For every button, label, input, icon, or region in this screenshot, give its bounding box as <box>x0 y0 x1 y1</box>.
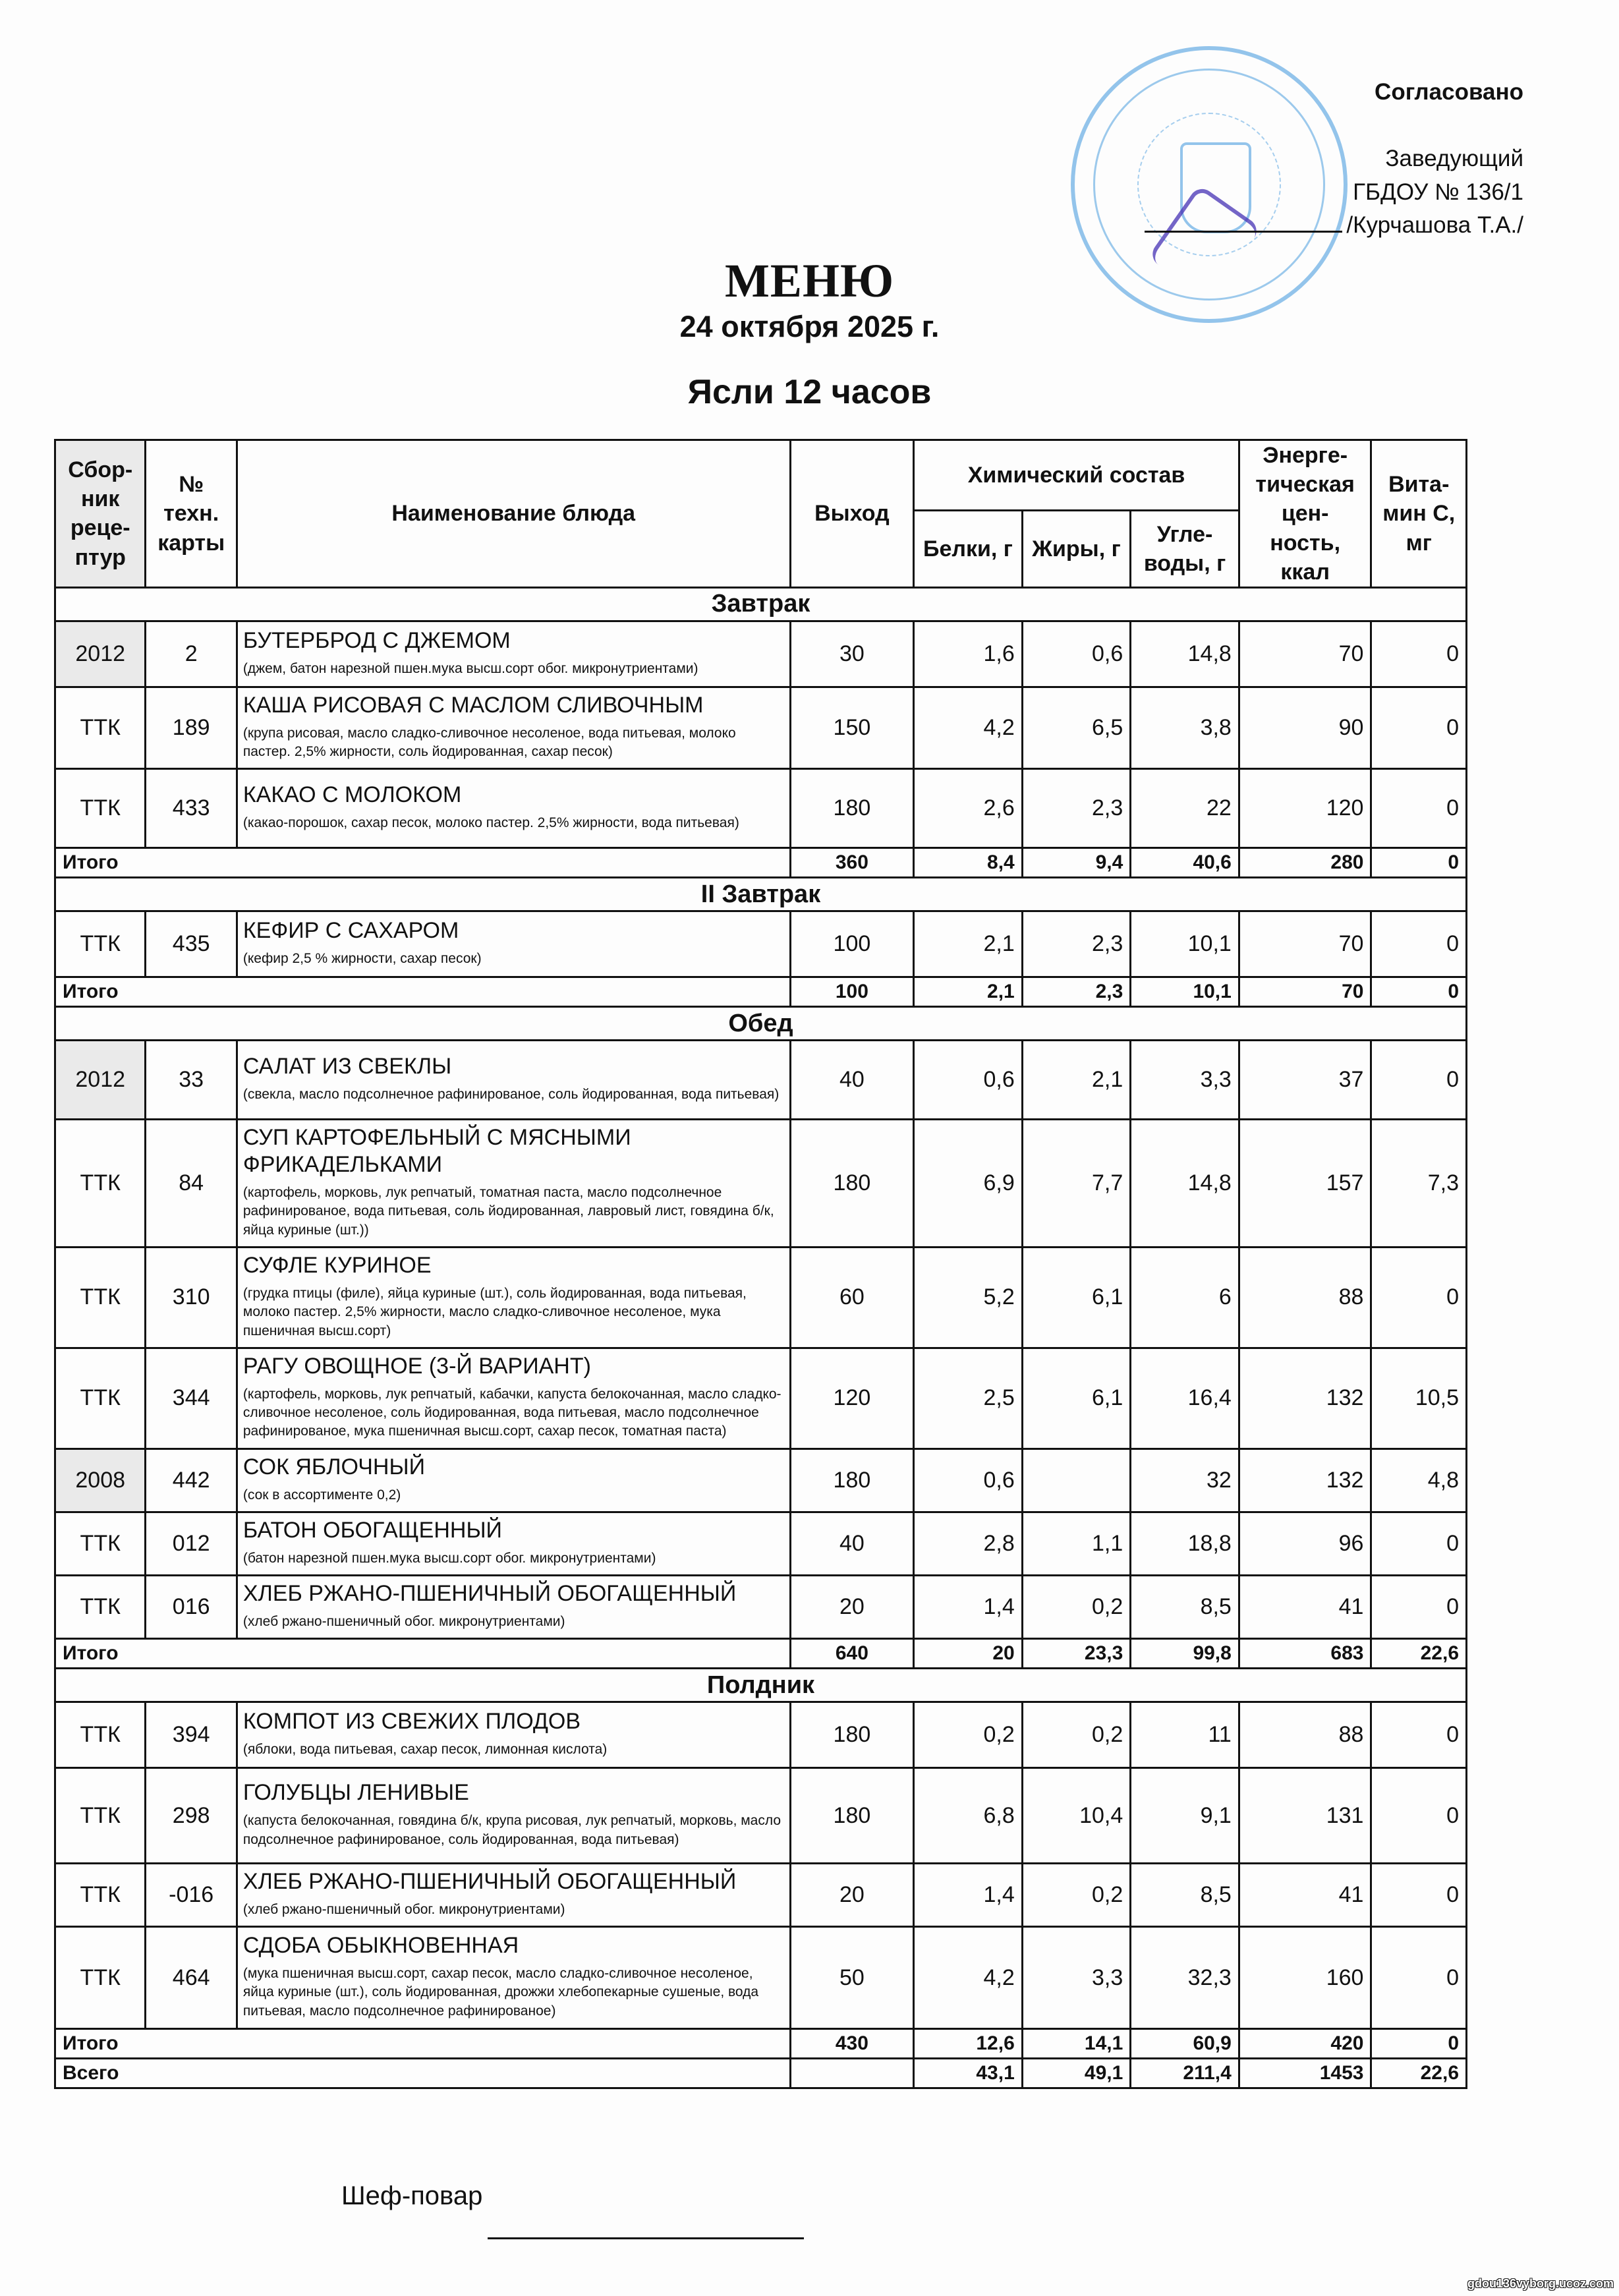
table-row <box>55 911 1467 977</box>
cell-vitc: 0 <box>1371 1702 1467 1768</box>
cell-protein: 4,2 <box>914 1927 1023 2029</box>
chef-label: Шеф-повар <box>341 2181 483 2210</box>
cell-fat: 2,1 <box>1022 1041 1131 1120</box>
signature-line <box>1145 231 1342 233</box>
cell-carbs: 99,8 <box>1131 1639 1239 1669</box>
cell-tech-card: 016 <box>146 1575 237 1638</box>
cell-vitc: 0 <box>1371 1248 1467 1348</box>
cell-energy: 41 <box>1239 1575 1371 1638</box>
cell-carbs: 8,5 <box>1131 1575 1239 1638</box>
cell-collection: ТТК <box>55 769 146 848</box>
cell-vitc: 0 <box>1371 848 1467 878</box>
cell-dish <box>237 621 790 687</box>
dish-name: КАКАО С МОЛОКОМ <box>242 782 462 808</box>
cell-protein: 8,4 <box>914 848 1023 878</box>
cell-dish <box>237 1248 790 1348</box>
cell-yield: 120 <box>790 1348 914 1449</box>
menu-date: 24 октября 2025 г. <box>679 310 940 343</box>
dish-ingredients: (крупа рисовая, масло сладко-сливочное несоленое, вода питьевая, молоко пастер. 2,5% жирности, соль йодированная, сахар песок) <box>242 725 736 760</box>
table-row <box>55 1348 1467 1449</box>
cell-fat: 0,6 <box>1022 621 1131 687</box>
cell-yield: 430 <box>790 2029 914 2059</box>
section-total-row <box>55 2029 1467 2059</box>
cell-fat: 10,4 <box>1022 1768 1131 1864</box>
section-title: Завтрак <box>55 587 1467 621</box>
cell-protein: 0,6 <box>914 1449 1023 1512</box>
cell-carbs: 22 <box>1131 769 1239 848</box>
dish-ingredients: (хлеб ржано-пшеничный обог. микронутриентами) <box>242 1901 565 1917</box>
cell-yield: 180 <box>790 1768 914 1864</box>
cell-protein: 2,1 <box>914 977 1023 1007</box>
cell-energy: 132 <box>1239 1348 1371 1449</box>
chef-signature-line <box>488 2237 804 2239</box>
cell-tech-card: 433 <box>146 769 237 848</box>
cell-yield: 20 <box>790 1864 914 1927</box>
cell-tech-card: 464 <box>146 1927 237 2029</box>
cell-fat: 1,1 <box>1022 1512 1131 1575</box>
cell-carbs: 11 <box>1131 1702 1239 1768</box>
grand-total-row <box>55 2059 1467 2088</box>
cell-protein: 5,2 <box>914 1248 1023 1348</box>
cell-yield: 150 <box>790 687 914 768</box>
dish-name: СДОБА ОБЫКНОВЕННАЯ <box>242 1933 519 1959</box>
table-row <box>55 1248 1467 1348</box>
col-vitamin-c: Вита-мин С, мг <box>1371 440 1467 588</box>
cell-dish <box>237 1449 790 1512</box>
cell-energy: 41 <box>1239 1864 1371 1927</box>
cell-dish <box>237 1041 790 1120</box>
cell-fat: 2,3 <box>1022 769 1131 848</box>
section-header <box>55 587 1467 621</box>
cell-protein: 12,6 <box>914 2029 1023 2059</box>
dish-name: КЕФИР С САХАРОМ <box>242 918 459 944</box>
approval-organization: ГБДОУ № 136/1 <box>1353 179 1523 205</box>
table-row <box>55 1768 1467 1864</box>
cell-tech-card: 012 <box>146 1512 237 1575</box>
section-header <box>55 878 1467 911</box>
cell-vitc: 7,3 <box>1371 1120 1467 1248</box>
cell-fat: 2,3 <box>1022 911 1131 977</box>
cell-protein: 0,6 <box>914 1041 1023 1120</box>
cell-protein: 2,1 <box>914 911 1023 977</box>
cell-energy: 96 <box>1239 1512 1371 1575</box>
cell-protein: 2,8 <box>914 1512 1023 1575</box>
cell-carbs: 6 <box>1131 1248 1239 1348</box>
cell-dish <box>237 1702 790 1768</box>
dish-ingredients: (сок в ассортименте 0,2) <box>242 1487 401 1503</box>
cell-yield: 60 <box>790 1248 914 1348</box>
col-dish-name: Наименование блюда <box>237 440 790 588</box>
cell-vitc: 4,8 <box>1371 1449 1467 1512</box>
cell-fat: 6,1 <box>1022 1248 1131 1348</box>
dish-ingredients: (какао-порошок, сахар песок, молоко пастер. 2,5% жирности, вода питьевая) <box>242 815 739 831</box>
cell-vitc: 0 <box>1371 687 1467 768</box>
cell-tech-card: 189 <box>146 687 237 768</box>
section-total-row <box>55 977 1467 1007</box>
cell-vitc: 0 <box>1371 621 1467 687</box>
cell-yield: 20 <box>790 1575 914 1638</box>
cell-tech-card: 310 <box>146 1248 237 1348</box>
cell-dish <box>237 911 790 977</box>
cell-carbs: 3,8 <box>1131 687 1239 768</box>
cell-collection: ТТК <box>55 911 146 977</box>
cell-yield: 180 <box>790 1120 914 1248</box>
table-row <box>55 1512 1467 1575</box>
menu-table <box>54 439 1467 2089</box>
cell-protein: 43,1 <box>914 2059 1023 2088</box>
cell-fat: 23,3 <box>1022 1639 1131 1669</box>
table-row <box>55 769 1467 848</box>
cell-collection: ТТК <box>55 1927 146 2029</box>
cell-tech-card: -016 <box>146 1864 237 1927</box>
cell-yield: 360 <box>790 848 914 878</box>
dish-ingredients: (картофель, морковь, лук репчатый, кабачки, капуста белокочанная, масло сладко-сливочное несоленое, соль йодированная, вода питьевая, масло подсолнечное рафинированое, мука пшеничная высш.сорт, сахар песок, томатная паста) <box>242 1386 781 1439</box>
table-row <box>55 1702 1467 1768</box>
cell-fat <box>1022 1449 1131 1512</box>
cell-protein: 1,4 <box>914 1864 1023 1927</box>
cell-carbs: 18,8 <box>1131 1512 1239 1575</box>
approval-heading: Согласовано <box>1375 79 1523 105</box>
cell-carbs: 32 <box>1131 1449 1239 1512</box>
cell-energy: 120 <box>1239 769 1371 848</box>
cell-tech-card: 298 <box>146 1768 237 1864</box>
cell-protein: 20 <box>914 1639 1023 1669</box>
cell-fat: 7,7 <box>1022 1120 1131 1248</box>
cell-fat: 14,1 <box>1022 2029 1131 2059</box>
cell-protein: 2,5 <box>914 1348 1023 1449</box>
cell-fat: 6,1 <box>1022 1348 1131 1449</box>
cell-collection: 2008 <box>55 1449 146 1512</box>
cell-collection: ТТК <box>55 1348 146 1449</box>
col-protein: Белки, г <box>914 510 1023 587</box>
cell-carbs: 3,3 <box>1131 1041 1239 1120</box>
cell-yield: 100 <box>790 911 914 977</box>
table-row <box>55 621 1467 687</box>
cell-collection: ТТК <box>55 1768 146 1864</box>
dish-ingredients: (картофель, морковь, лук репчатый, томатная паста, масло подсолнечное рафинированое, вода питьевая, соль йодированная, лавровый лист, говядина б/к, яйца куриные (шт.)) <box>242 1185 774 1238</box>
cell-vitc: 10,5 <box>1371 1348 1467 1449</box>
cell-carbs: 9,1 <box>1131 1768 1239 1864</box>
cell-fat: 2,3 <box>1022 977 1131 1007</box>
approval-block <box>1145 76 1523 243</box>
cell-dish <box>237 1120 790 1248</box>
cell-energy: 1453 <box>1239 2059 1371 2088</box>
cell-dish <box>237 1512 790 1575</box>
cell-energy: 157 <box>1239 1120 1371 1248</box>
cell-protein: 2,6 <box>914 769 1023 848</box>
cell-fat: 3,3 <box>1022 1927 1131 2029</box>
dish-name: РАГУ ОВОЩНОЕ (3-Й ВАРИАНТ) <box>242 1353 591 1379</box>
cell-yield: 180 <box>790 1702 914 1768</box>
table-row <box>55 1575 1467 1638</box>
col-fat: Жиры, г <box>1022 510 1131 587</box>
cell-energy: 70 <box>1239 911 1371 977</box>
cell-carbs: 16,4 <box>1131 1348 1239 1449</box>
total-label: Итого <box>55 2029 791 2059</box>
cell-energy: 88 <box>1239 1702 1371 1768</box>
dish-ingredients: (капуста белокочанная, говядина б/к, крупа рисовая, лук репчатый, морковь, масло подсолнечное рафинированое, соль йодированная, вода питьевая) <box>242 1813 781 1847</box>
dish-ingredients: (хлеб ржано-пшеничный обог. микронутриентами) <box>242 1613 565 1629</box>
cell-energy: 420 <box>1239 2029 1371 2059</box>
dish-ingredients: (кефир 2,5 % жирности, сахар песок) <box>242 951 482 967</box>
cell-protein: 1,6 <box>914 621 1023 687</box>
section-total-row <box>55 1639 1467 1669</box>
page-title: МЕНЮ <box>724 254 895 307</box>
cell-tech-card: 344 <box>146 1348 237 1449</box>
cell-protein: 6,9 <box>914 1120 1023 1248</box>
dish-ingredients: (яблоки, вода питьевая, сахар песок, лимонная кислота) <box>242 1741 608 1757</box>
site-watermark: gdou136vyborg.ucoz.com <box>1467 2277 1614 2290</box>
dish-name: СУП КАРТОФЕЛЬНЫЙ С МЯСНЫМИ ФРИКАДЕЛЬКАМИ <box>242 1125 631 1178</box>
section-total-row <box>55 848 1467 878</box>
section-title: Полдник <box>55 1669 1467 1702</box>
col-energy: Энерге-тическая цен-ность, ккал <box>1239 440 1371 588</box>
cell-collection: ТТК <box>55 1512 146 1575</box>
table-row <box>55 1927 1467 2029</box>
col-chem-group: Химический состав <box>914 440 1239 511</box>
section-title: Обед <box>55 1007 1467 1041</box>
cell-vitc: 0 <box>1371 1041 1467 1120</box>
cell-carbs: 14,8 <box>1131 1120 1239 1248</box>
cell-dish <box>237 1348 790 1449</box>
section-header <box>55 1007 1467 1041</box>
cell-tech-card: 33 <box>146 1041 237 1120</box>
total-label: Итого <box>55 848 791 878</box>
cell-dish <box>237 1864 790 1927</box>
total-label: Итого <box>55 977 791 1007</box>
cell-vitc: 0 <box>1371 1864 1467 1927</box>
cell-vitc: 0 <box>1371 1768 1467 1864</box>
cell-yield: 40 <box>790 1041 914 1120</box>
cell-yield <box>790 2059 914 2088</box>
cell-vitc: 22,6 <box>1371 1639 1467 1669</box>
cell-dish <box>237 1768 790 1864</box>
cell-protein: 1,4 <box>914 1575 1023 1638</box>
cell-tech-card: 435 <box>146 911 237 977</box>
cell-vitc: 0 <box>1371 1512 1467 1575</box>
col-yield: Выход <box>790 440 914 588</box>
cell-yield: 180 <box>790 769 914 848</box>
table-row <box>55 1449 1467 1512</box>
cell-yield: 50 <box>790 1927 914 2029</box>
table-row <box>55 1864 1467 1927</box>
cell-tech-card: 2 <box>146 621 237 687</box>
cell-dish <box>237 1927 790 2029</box>
menu-group: Ясли 12 часов <box>687 373 932 411</box>
cell-carbs: 8,5 <box>1131 1864 1239 1927</box>
cell-carbs: 32,3 <box>1131 1927 1239 2029</box>
cell-vitc: 0 <box>1371 977 1467 1007</box>
dish-name: КОМПОТ ИЗ СВЕЖИХ ПЛОДОВ <box>242 1709 581 1735</box>
cell-carbs: 10,1 <box>1131 977 1239 1007</box>
cell-vitc: 0 <box>1371 1927 1467 2029</box>
cell-carbs: 14,8 <box>1131 621 1239 687</box>
dish-name: ХЛЕБ РЖАНО-ПШЕНИЧНЫЙ ОБОГАЩЕННЫЙ <box>242 1869 737 1895</box>
dish-name: ГОЛУБЦЫ ЛЕНИВЫЕ <box>242 1780 469 1806</box>
cell-protein: 4,2 <box>914 687 1023 768</box>
dish-name: БАТОН ОБОГАЩЕННЫЙ <box>242 1517 502 1543</box>
grand-total-label: Всего <box>55 2059 791 2088</box>
cell-fat: 6,5 <box>1022 687 1131 768</box>
cell-fat: 0,2 <box>1022 1575 1131 1638</box>
cell-energy: 88 <box>1239 1248 1371 1348</box>
dish-name: СОК ЯБЛОЧНЫЙ <box>242 1454 426 1479</box>
approval-signatory: /Курчашова Т.А./ <box>1346 212 1523 239</box>
dish-ingredients: (джем, батон нарезной пшен.мука высш.сорт обог. микронутриентами) <box>242 660 698 676</box>
cell-collection: ТТК <box>55 1575 146 1638</box>
cell-carbs: 40,6 <box>1131 848 1239 878</box>
cell-energy: 70 <box>1239 621 1371 687</box>
cell-collection: ТТК <box>55 687 146 768</box>
cell-yield: 40 <box>790 1512 914 1575</box>
cell-yield: 640 <box>790 1639 914 1669</box>
cell-energy: 132 <box>1239 1449 1371 1512</box>
dish-name: САЛАТ ИЗ СВЕКЛЫ <box>242 1054 452 1079</box>
table-row <box>55 687 1467 768</box>
cell-energy: 90 <box>1239 687 1371 768</box>
cell-tech-card: 84 <box>146 1120 237 1248</box>
cell-fat: 9,4 <box>1022 848 1131 878</box>
cell-energy: 37 <box>1239 1041 1371 1120</box>
cell-carbs: 10,1 <box>1131 911 1239 977</box>
cell-energy: 683 <box>1239 1639 1371 1669</box>
cell-protein: 6,8 <box>914 1768 1023 1864</box>
dish-name: КАША РИСОВАЯ С МАСЛОМ СЛИВОЧНЫМ <box>242 692 704 718</box>
total-label: Итого <box>55 1639 791 1669</box>
cell-collection: 2012 <box>55 621 146 687</box>
cell-protein: 0,2 <box>914 1702 1023 1768</box>
cell-vitc: 0 <box>1371 1575 1467 1638</box>
cell-fat: 0,2 <box>1022 1702 1131 1768</box>
cell-collection: ТТК <box>55 1864 146 1927</box>
dish-ingredients: (батон нарезной пшен.мука высш.сорт обог. микронутриентами) <box>242 1550 656 1566</box>
cell-collection: ТТК <box>55 1120 146 1248</box>
cell-vitc: 22,6 <box>1371 2059 1467 2088</box>
cell-collection: 2012 <box>55 1041 146 1120</box>
dish-name: БУТЕРБРОД С ДЖЕМОМ <box>242 627 511 653</box>
cell-energy: 280 <box>1239 848 1371 878</box>
cell-collection: ТТК <box>55 1248 146 1348</box>
cell-collection: ТТК <box>55 1702 146 1768</box>
cell-yield: 100 <box>790 977 914 1007</box>
col-tech-card: № техн. карты <box>146 440 237 588</box>
section-title: II Завтрак <box>55 878 1467 911</box>
cell-carbs: 211,4 <box>1131 2059 1239 2088</box>
approval-signatory-line <box>1145 209 1523 243</box>
cell-tech-card: 442 <box>146 1449 237 1512</box>
cell-vitc: 0 <box>1371 2029 1467 2059</box>
dish-name: СУФЛЕ КУРИНОЕ <box>242 1253 432 1278</box>
col-collection: Сбор-ник реце-птур <box>55 440 146 588</box>
section-header <box>55 1669 1467 1702</box>
cell-fat: 49,1 <box>1022 2059 1131 2088</box>
table-row <box>55 1041 1467 1120</box>
cell-energy: 70 <box>1239 977 1371 1007</box>
cell-vitc: 0 <box>1371 911 1467 977</box>
cell-dish <box>237 1575 790 1638</box>
cell-yield: 30 <box>790 621 914 687</box>
cell-fat: 0,2 <box>1022 1864 1131 1927</box>
cell-dish <box>237 687 790 768</box>
dish-ingredients: (свекла, масло подсолнечное рафинированое, соль йодированная, вода питьевая) <box>242 1087 780 1103</box>
cell-carbs: 60,9 <box>1131 2029 1239 2059</box>
col-carbs: Угле-воды, г <box>1131 510 1239 587</box>
dish-ingredients: (грудка птицы (филе), яйца куриные (шт.), соль йодированная, вода питьевая, молоко пастер. 2,5% жирности, масло сладко-сливочное несоленое, мука пшеничная высш.сорт) <box>242 1285 747 1338</box>
cell-energy: 160 <box>1239 1927 1371 2029</box>
table-row <box>55 1120 1467 1248</box>
cell-energy: 131 <box>1239 1768 1371 1864</box>
approval-position: Заведующий <box>1385 145 1523 171</box>
cell-yield: 180 <box>790 1449 914 1512</box>
cell-dish <box>237 769 790 848</box>
cell-tech-card: 394 <box>146 1702 237 1768</box>
dish-ingredients: (мука пшеничная высш.сорт, сахар песок, масло сладко-сливочное несоленое, яйца куриные (шт.), соль йодированная, дрожжи хлебопекарные сушеные, вода питьевая, масло подсолнечное рафинированое) <box>242 1966 759 2019</box>
dish-name: ХЛЕБ РЖАНО-ПШЕНИЧНЫЙ ОБОГАЩЕННЫЙ <box>242 1580 737 1606</box>
cell-vitc: 0 <box>1371 769 1467 848</box>
